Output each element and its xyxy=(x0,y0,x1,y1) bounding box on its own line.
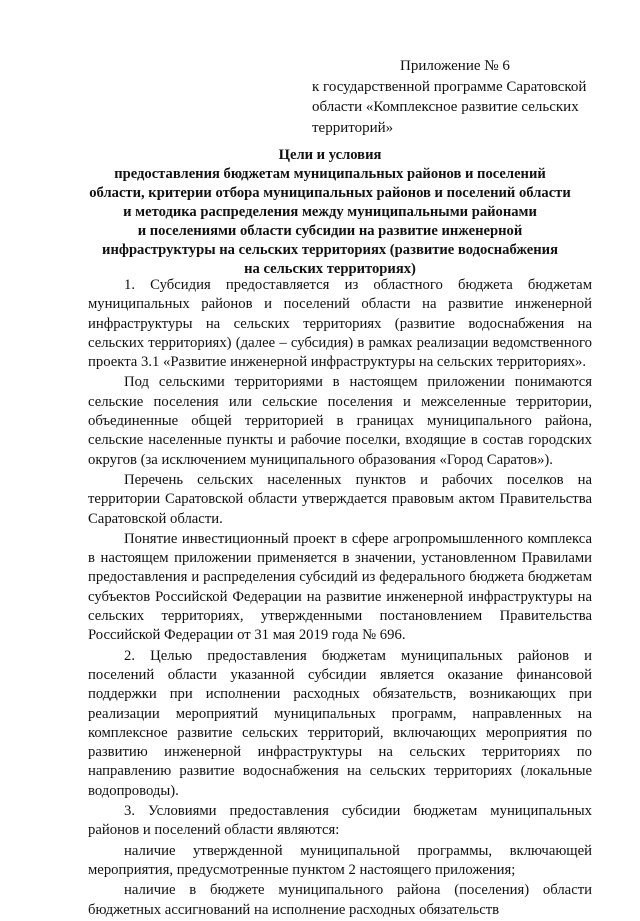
appendix-line: территорий» xyxy=(312,119,394,136)
heading-line: области, критерии отбора муниципальных районов и поселений области xyxy=(89,185,571,201)
paragraph: 1. Субсидия предоставляется из областного бюджета бюджетам муниципальных районов и поселений области на развитие инженерной инфраструктуры на сельских территориях (развитие водоснабжения на сельских территориях) (далее – субсидия) в рамках реализации ведомственного проекта 3.1 «Развитие инженерной инфраструктуры на сельских территориях». xyxy=(88,277,592,371)
heading-line: Цели и условия xyxy=(278,147,382,163)
appendix-line: к государственной программе Саратовской xyxy=(312,78,587,95)
document-heading xyxy=(80,146,580,279)
paragraph: Понятие инвестиционный проект в сфере агропромышленного комплекса в настоящем приложении применяется в значении, установленном Правилами предоставления и распределения субсидий из федерального бюджета бюджетам субъектов Российской Федерации на развитие инженерной инфраструктуры на сельских территориях, утвержденными постановлением Правительства Российской Федерации от 31 мая 2019 года № 696. xyxy=(88,530,592,644)
heading-line: и методика распределения между муниципальными районами xyxy=(123,204,537,220)
heading-line: и поселениями области субсидии на развитие инженерной xyxy=(137,223,523,239)
heading-line: на сельских территориях) xyxy=(244,261,416,277)
appendix-block xyxy=(312,56,602,138)
paragraph: Перечень сельских населенных пунктов и рабочих поселков на территории Саратовской области утверждается правовым актом Правительства Саратовской области. xyxy=(88,471,592,527)
paragraph: 3. Условиями предоставления субсидии бюджетам муниципальных районов и поселений области являются: xyxy=(88,803,592,839)
appendix-title: Приложение № 6 xyxy=(400,58,510,74)
paragraph: 2. Целью предоставления бюджетам муниципальных районов и поселений области указанной субсидии является оказание финансовой поддержки при исполнении расходных обязательств, возникающих при реализации мероприятий муниципальных программ, направленных на комплексное развитие сельских территорий, включающих мероприятия по развитию инженерной инфраструктуры на сельских территориях по направлению развитие водоснабжения на сельских территориях (локальные водопроводы). xyxy=(88,647,592,799)
paragraph: наличие в бюджете муниципального района (поселения) области бюджетных ассигнований на исполнение расходных обязательств xyxy=(88,882,592,918)
appendix-line: области «Комплексное развитие сельских xyxy=(312,99,579,115)
paragraph: наличие утвержденной муниципальной программы, включающей мероприятия, предусмотренные пунктом 2 настоящего приложения; xyxy=(88,842,592,878)
heading-line: предоставления бюджетам муниципальных районов и поселений xyxy=(114,166,546,182)
document-body xyxy=(88,276,592,921)
paragraph: Под сельскими территориями в настоящем приложении понимаются сельские поселения или сельские поселения и межселенные территории, объединенные общей территорией в границах муниципального района, сельские населенные пункты и рабочие поселки, входящие в состав городских округов (за исключением муниципального образования «Город Саратов»). xyxy=(88,374,592,468)
heading-line: инфраструктуры на сельских территориях (развитие водоснабжения xyxy=(102,242,558,258)
